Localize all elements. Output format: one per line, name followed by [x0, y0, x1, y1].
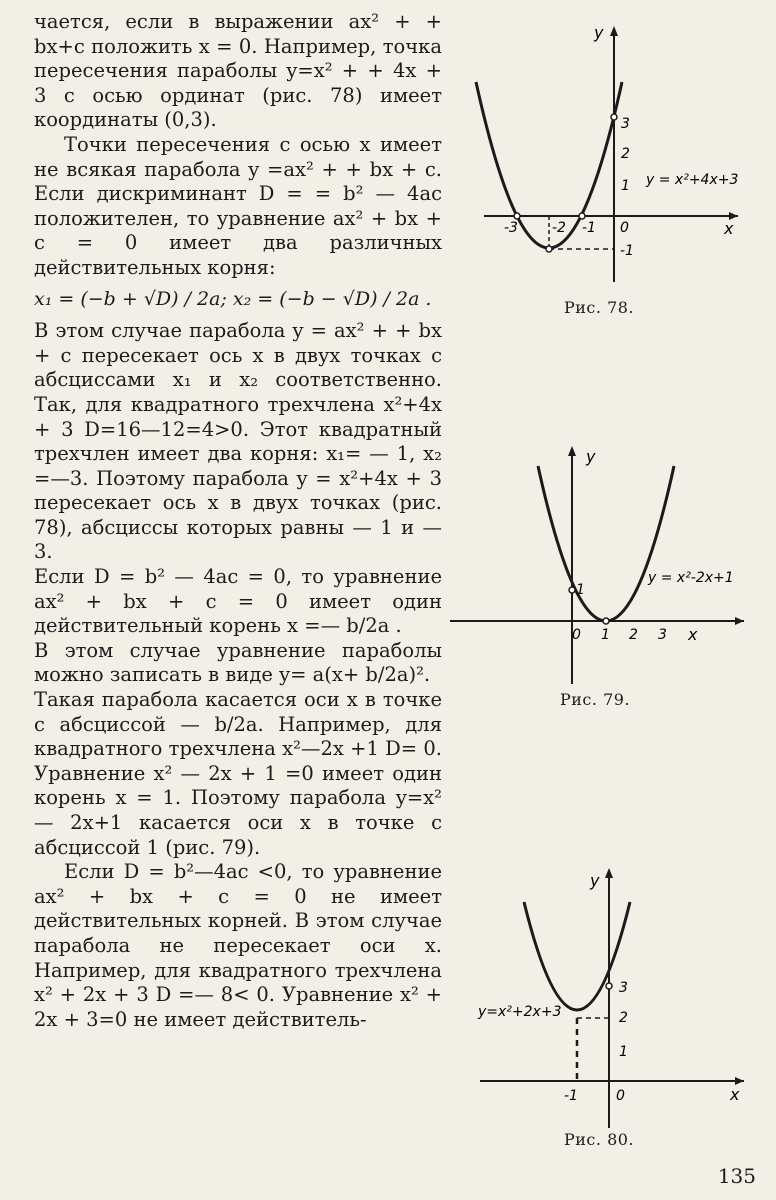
figure-78 [470, 20, 750, 290]
equation-label: y = x²-2x+1 [648, 570, 734, 586]
page-number: 135 [717, 1164, 756, 1188]
y-tick-label: -1 [620, 243, 634, 259]
figure-80 [474, 862, 754, 1132]
y-intercept-point [606, 983, 612, 989]
x-tick-label: -3 [504, 220, 518, 236]
x-axis-label: x [730, 1085, 740, 1104]
x-tick-label: -2 [552, 220, 566, 236]
paragraph-3: В этом случае парабола y = ax² + + bx + c пересекает ось x в двух точках с абсциссами x₁ и x₂ соответственно. Так, для квадратного трехчлена x²+4x + 3 D=16—12=4>0. Этот квадратный трехчлен имеет два корня: x₁= — 1, x₂ =—3. Поэтому парабола y = x²+4x + 3 пересекает ось x в двух точках (рис. 78), абсциссы которых равны — 1 и — 3. [34, 319, 442, 564]
x-tick-label: -1 [582, 220, 596, 236]
root-point-minus1 [579, 213, 585, 219]
paragraph-5: В этом случае уравнение параболы можно записать в виде y= a(x+ b/2a)². [34, 638, 442, 687]
x-tick-label: 1 [601, 627, 610, 643]
y-axis-label: y [590, 871, 600, 890]
equation-label: y=x²+2x+3 [478, 1004, 562, 1020]
paragraph-6: Такая парабола касается оси x в точке с абсциссой — b/2a. Например, для квадратного трехчлена x²—2x +1 D= 0. Уравнение x² — 2x + 1 =0 имеет один корень x = 1. Поэтому парабола y=x² — 2x+1 касается оси x в точке с абсциссой 1 (рис. 79). [34, 688, 442, 859]
y-axis-label: y [594, 23, 604, 42]
x-tick-label: 0 [620, 220, 629, 236]
parabola-curve [524, 902, 630, 1010]
x-axis-label: x [688, 625, 698, 644]
y-tick-label: 1 [576, 582, 585, 598]
tangent-point [603, 618, 609, 624]
y-tick-label: 3 [621, 116, 630, 132]
figure-80-caption: Рис. 80. [564, 1130, 635, 1149]
y-tick-label: 1 [619, 1044, 628, 1060]
paragraph-1: чается, если в выражении ax² + + bx+c положить x = 0. Например, точка пересечения параболы y=x² + + 4x + 3 с осью ординат (рис. 78) имеет координаты (0,3). [34, 10, 442, 132]
figure-79-graph [448, 440, 748, 690]
figure-78-graph [470, 20, 750, 290]
x-axis-arrow [735, 617, 744, 625]
equation-label: y = x²+4x+3 [646, 172, 739, 188]
y-axis-arrow [568, 446, 576, 456]
y-tick-label: 3 [619, 980, 628, 996]
figure-80-graph [474, 862, 754, 1132]
figure-79 [448, 440, 748, 690]
y-tick-label: 2 [621, 146, 630, 162]
y-axis-arrow [610, 26, 618, 36]
y-axis-arrow [605, 868, 613, 878]
x-axis-arrow [735, 1077, 744, 1085]
x-tick-label: 3 [658, 627, 667, 643]
y-intercept-point [569, 587, 575, 593]
figure-78-caption: Рис. 78. [564, 298, 635, 317]
y-tick-label: 2 [619, 1010, 628, 1026]
x-tick-label: 0 [572, 627, 581, 643]
y-intercept-point [611, 114, 617, 120]
vertex-point [546, 246, 552, 252]
root-point-minus3 [514, 213, 520, 219]
x-axis-label: x [724, 219, 734, 238]
x-tick-label: 2 [629, 627, 638, 643]
paragraph-7: Если D = b²—4ac <0, то уравнение ax² + bx + c = 0 не имеет действительных корней. В этом случае парабола не пересекает оси x. Например, для квадратного трехчлена x² + 2x + 3 D =— 8< 0. Уравнение x² + 2x + 3=0 не имеет действитель- [34, 860, 442, 1031]
roots-formula: x₁ = (−b + √D) / 2a; x₂ = (−b − √D) / 2a . [34, 287, 432, 310]
paragraph-4: Если D = b² — 4ac = 0, то уравнение ax² + bx + c = 0 имеет один действительный корень x =— b/2a . [34, 565, 442, 638]
y-axis-label: y [586, 447, 596, 466]
x-tick-label: 0 [616, 1088, 625, 1104]
text-column [34, 10, 442, 1032]
parabola-curve [538, 466, 674, 621]
paragraph-2: Точки пересечения с осью x имеет не всякая парабола y =ax² + + bx + c. Если дискриминант D = = b² — 4ac положителен, то уравнение ax² + bx + c = 0 имеет два различных действительных корня: [34, 132, 442, 279]
figure-79-caption: Рис. 79. [560, 690, 631, 709]
x-tick-label: -1 [564, 1088, 578, 1104]
y-tick-label: 1 [621, 178, 630, 194]
